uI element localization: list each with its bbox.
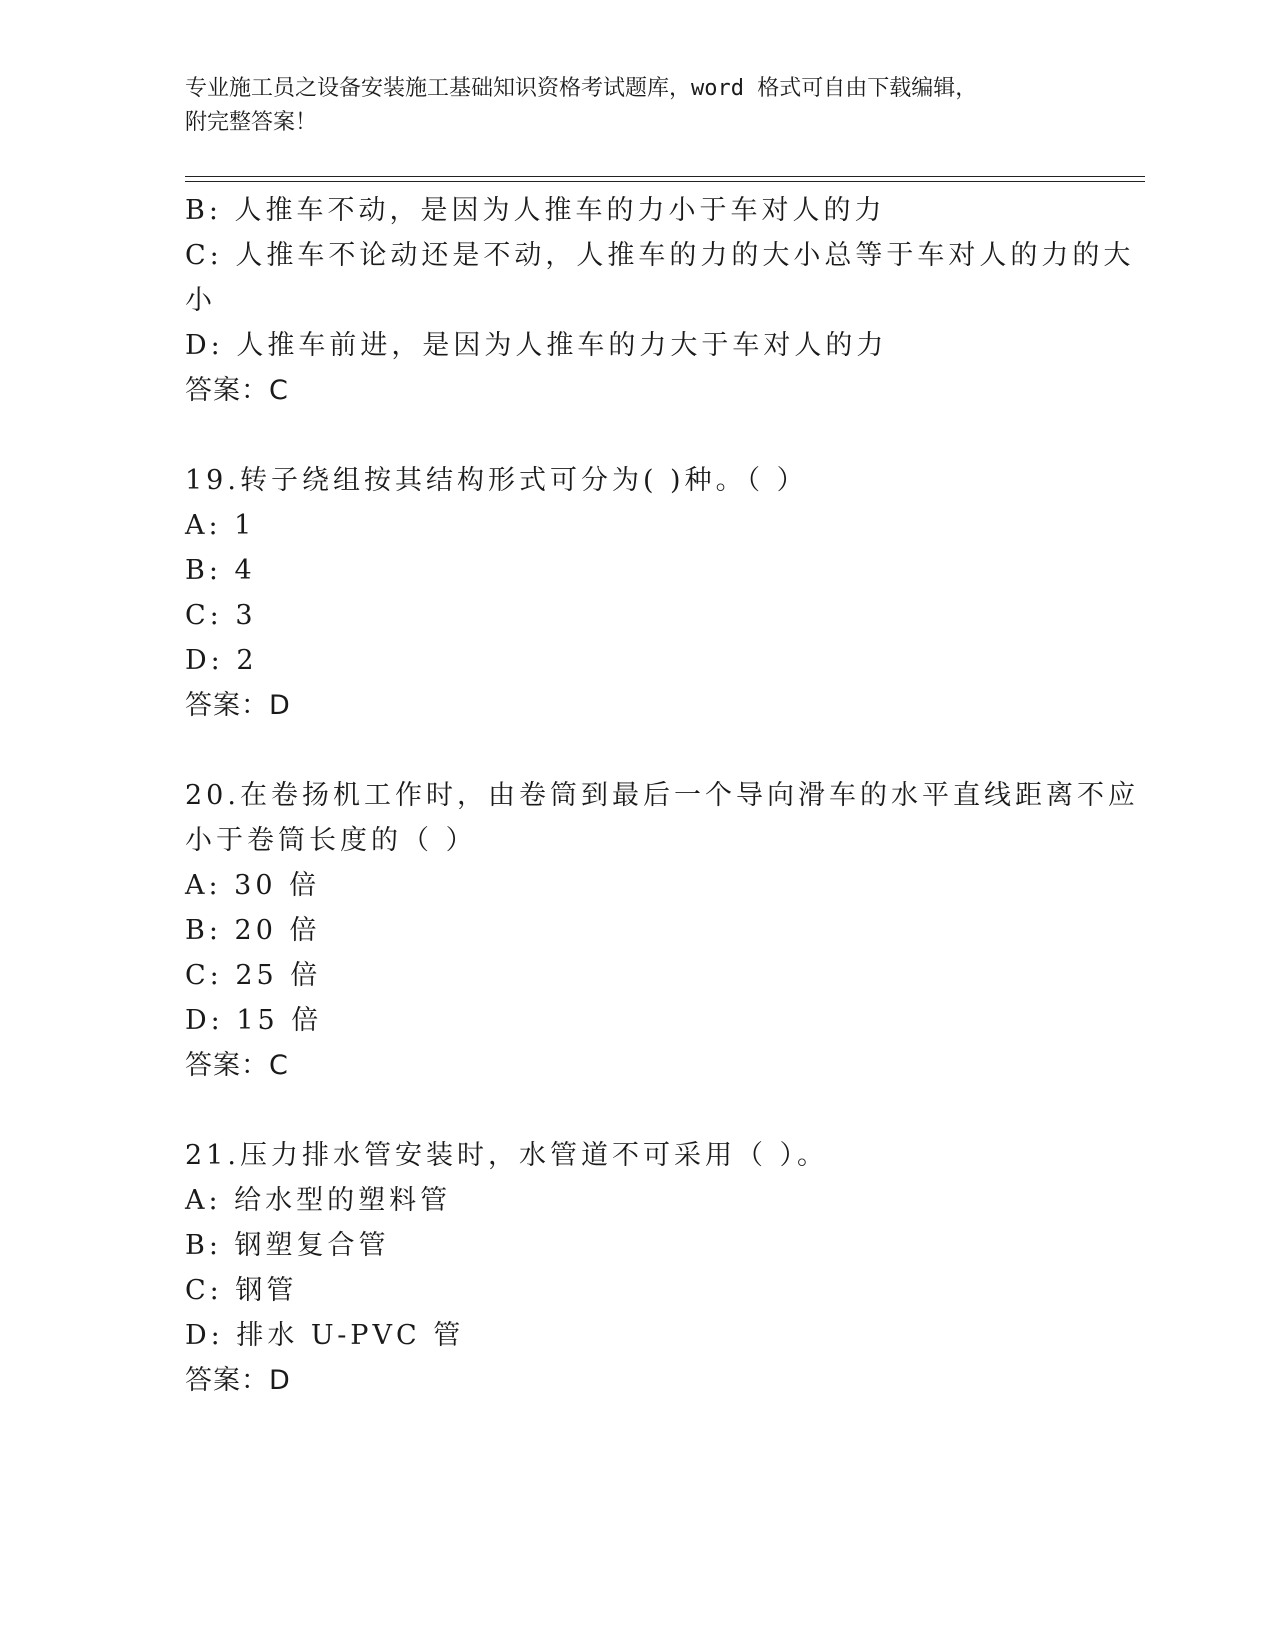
option-d: D: 排水 U-PVC 管 [185, 1320, 465, 1351]
option-b: B: 钢塑复合管 [185, 1230, 390, 1261]
option-c: C: 钢管 [185, 1275, 298, 1306]
option-d: D: 15 倍 [185, 1005, 323, 1036]
question-20 [185, 773, 1139, 1088]
spacer [185, 1088, 1085, 1133]
answer: 答案：D [185, 690, 291, 721]
header-divider-bottom [185, 181, 1145, 182]
header-line-2: 附完整答案！ [185, 110, 318, 135]
question-text: 21.压力排水管安装时，水管道不可采用（ ）。 [185, 1140, 829, 1171]
header-line-1: 专业施工员之设备安装施工基础知识资格考试题库，word 格式可自由下载编辑， [185, 76, 978, 101]
spacer [185, 728, 1085, 773]
option-a: A: 30 倍 [185, 870, 321, 901]
option-d: D: 2 [185, 645, 258, 676]
question-text: 19.转子绕组按其结构形式可分为( )种。（ ） [185, 465, 808, 496]
document-body [185, 188, 1139, 1403]
option-c: C: 3 [185, 600, 257, 631]
question-21 [185, 1133, 1085, 1403]
option-c: C: 人推车不论动还是不动，人推车的力的大小总等于车对人的力的大 [185, 240, 1135, 271]
spacer [185, 413, 1085, 458]
document-header [185, 72, 1085, 140]
option-c-continued: 小 [185, 285, 216, 316]
question-19 [185, 458, 1085, 728]
question-text: 20.在卷扬机工作时，由卷筒到最后一个导向滑车的水平直线距离不应 [185, 780, 1139, 811]
option-b: B: 人推车不动，是因为人推车的力小于车对人的力 [185, 195, 886, 226]
question-text-continued: 小于卷筒长度的（ ） [185, 825, 477, 856]
option-b: B: 4 [185, 555, 256, 586]
header-divider-top [185, 176, 1145, 177]
option-a: A: 给水型的塑料管 [185, 1185, 452, 1216]
answer: 答案：D [185, 1365, 291, 1396]
answer: 答案：C [185, 375, 289, 406]
option-c: C: 25 倍 [185, 960, 322, 991]
answer: 答案：C [185, 1050, 289, 1081]
option-d: D: 人推车前进，是因为人推车的力大于车对人的力 [185, 330, 888, 361]
option-b: B: 20 倍 [185, 915, 321, 946]
option-a: A: 1 [185, 510, 256, 541]
question-18-continued [185, 188, 1135, 413]
